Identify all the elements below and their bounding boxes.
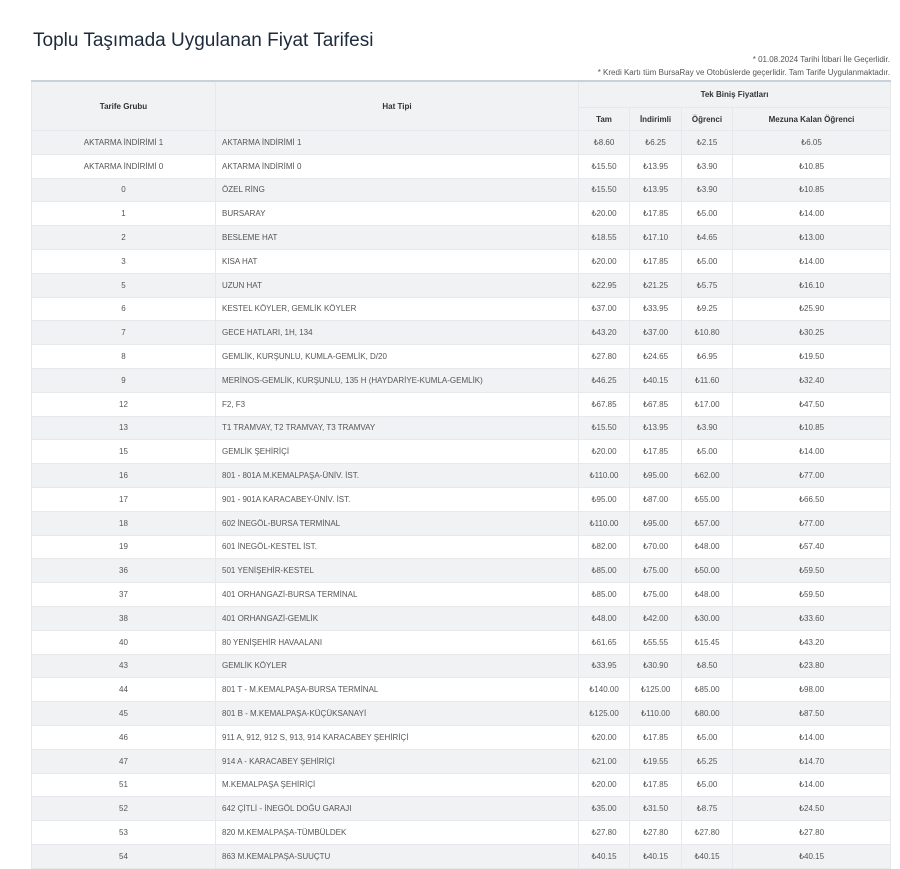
cell-tarife-grubu: 43: [32, 654, 216, 678]
cell-ogrenci: ₺40.15: [682, 844, 733, 868]
cell-tarife-grubu: 12: [32, 392, 216, 416]
table-row: [32, 392, 891, 416]
table-row: [32, 725, 891, 749]
cell-hat-tipi: 80 YENİŞEHİR HAVAALANI: [216, 630, 579, 654]
cell-tam: ₺110.00: [579, 511, 630, 535]
cell-ogrenci: ₺6.95: [682, 345, 733, 369]
header-tek-binis: Tek Biniş Fiyatları: [579, 81, 891, 108]
tariff-table: [31, 80, 891, 869]
cell-mezuna-kalan: ₺33.60: [733, 606, 891, 630]
cell-tarife-grubu: 54: [32, 844, 216, 868]
cell-indirimli: ₺13.95: [630, 416, 682, 440]
table-row: [32, 154, 891, 178]
cell-mezuna-kalan: ₺43.20: [733, 630, 891, 654]
table-row: [32, 559, 891, 583]
header-indirimli: İndirimli: [630, 108, 682, 131]
table-row: [32, 678, 891, 702]
cell-hat-tipi: UZUN HAT: [216, 273, 579, 297]
cell-hat-tipi: MERİNOS-GEMLİK, KURŞUNLU, 135 H (HAYDARİYE-KUMLA-GEMLİK): [216, 368, 579, 392]
cell-hat-tipi: BESLEME HAT: [216, 226, 579, 250]
cell-indirimli: ₺24.65: [630, 345, 682, 369]
cell-tarife-grubu: 18: [32, 511, 216, 535]
cell-mezuna-kalan: ₺30.25: [733, 321, 891, 345]
cell-ogrenci: ₺48.00: [682, 535, 733, 559]
cell-hat-tipi: GECE HATLARI, 1H, 134: [216, 321, 579, 345]
cell-hat-tipi: 911 A, 912, 912 S, 913, 914 KARACABEY ŞEHİRİÇİ: [216, 725, 579, 749]
cell-indirimli: ₺19.55: [630, 749, 682, 773]
cell-ogrenci: ₺3.90: [682, 416, 733, 440]
cell-tam: ₺27.80: [579, 345, 630, 369]
cell-tarife-grubu: 6: [32, 297, 216, 321]
header-tam: Tam: [579, 108, 630, 131]
cell-tarife-grubu: 53: [32, 821, 216, 845]
cell-tam: ₺22.95: [579, 273, 630, 297]
cell-tam: ₺61.65: [579, 630, 630, 654]
cell-hat-tipi: ÖZEL RİNG: [216, 178, 579, 202]
cell-ogrenci: ₺50.00: [682, 559, 733, 583]
cell-ogrenci: ₺5.00: [682, 202, 733, 226]
cell-tarife-grubu: 13: [32, 416, 216, 440]
cell-ogrenci: ₺3.90: [682, 178, 733, 202]
cell-indirimli: ₺95.00: [630, 511, 682, 535]
table-row: [32, 749, 891, 773]
table-row: [32, 535, 891, 559]
cell-tarife-grubu: 8: [32, 345, 216, 369]
cell-ogrenci: ₺3.90: [682, 154, 733, 178]
cell-hat-tipi: F2, F3: [216, 392, 579, 416]
cell-mezuna-kalan: ₺10.85: [733, 178, 891, 202]
cell-ogrenci: ₺5.00: [682, 440, 733, 464]
cell-hat-tipi: GEMLİK, KURŞUNLU, KUMLA-GEMLİK, D/20: [216, 345, 579, 369]
table-row: [32, 131, 891, 155]
cell-mezuna-kalan: ₺6.05: [733, 131, 891, 155]
cell-ogrenci: ₺30.00: [682, 606, 733, 630]
cell-ogrenci: ₺62.00: [682, 464, 733, 488]
cell-tarife-grubu: 45: [32, 702, 216, 726]
cell-ogrenci: ₺2.15: [682, 131, 733, 155]
cell-indirimli: ₺17.85: [630, 202, 682, 226]
cell-ogrenci: ₺85.00: [682, 678, 733, 702]
cell-tam: ₺18.55: [579, 226, 630, 250]
cell-hat-tipi: 401 ORHANGAZİ-GEMLİK: [216, 606, 579, 630]
cell-hat-tipi: T1 TRAMVAY, T2 TRAMVAY, T3 TRAMVAY: [216, 416, 579, 440]
table-row: [32, 702, 891, 726]
cell-hat-tipi: KISA HAT: [216, 249, 579, 273]
cell-indirimli: ₺110.00: [630, 702, 682, 726]
cell-hat-tipi: 401 ORHANGAZİ-BURSA TERMİNAL: [216, 583, 579, 607]
cell-indirimli: ₺30.90: [630, 654, 682, 678]
header-hat-tipi: Hat Tipi: [216, 81, 579, 131]
table-row: [32, 606, 891, 630]
header-mezuna-kalan: Mezuna Kalan Öğrenci: [733, 108, 891, 131]
cell-indirimli: ₺17.10: [630, 226, 682, 250]
cell-ogrenci: ₺5.00: [682, 773, 733, 797]
cell-hat-tipi: 642 ÇİTLİ - İNEGÖL DOĞU GARAJI: [216, 797, 579, 821]
cell-tam: ₺20.00: [579, 202, 630, 226]
cell-indirimli: ₺87.00: [630, 487, 682, 511]
cell-tarife-grubu: 9: [32, 368, 216, 392]
table-row: [32, 511, 891, 535]
cell-tam: ₺15.50: [579, 416, 630, 440]
cell-tarife-grubu: 0: [32, 178, 216, 202]
cell-tarife-grubu: 1: [32, 202, 216, 226]
cell-tam: ₺67.85: [579, 392, 630, 416]
cell-indirimli: ₺75.00: [630, 583, 682, 607]
cell-ogrenci: ₺4.65: [682, 226, 733, 250]
cell-tam: ₺40.15: [579, 844, 630, 868]
cell-tam: ₺82.00: [579, 535, 630, 559]
cell-mezuna-kalan: ₺25.90: [733, 297, 891, 321]
cell-hat-tipi: KESTEL KÖYLER, GEMLİK KÖYLER: [216, 297, 579, 321]
header-tarife-grubu: Tarife Grubu: [32, 81, 216, 131]
cell-ogrenci: ₺27.80: [682, 821, 733, 845]
cell-indirimli: ₺17.85: [630, 249, 682, 273]
cell-indirimli: ₺40.15: [630, 368, 682, 392]
cell-tarife-grubu: AKTARMA İNDİRİMİ 1: [32, 131, 216, 155]
credit-card-note: * Kredi Kartı tüm BursaRay ve Otobüslerde geçerlidir. Tam Tarife Uygulanmaktadır.: [597, 68, 890, 77]
cell-indirimli: ₺55.55: [630, 630, 682, 654]
table-row: [32, 630, 891, 654]
cell-mezuna-kalan: ₺40.15: [733, 844, 891, 868]
cell-indirimli: ₺17.85: [630, 440, 682, 464]
cell-mezuna-kalan: ₺10.85: [733, 154, 891, 178]
table-row: [32, 821, 891, 845]
cell-tarife-grubu: 44: [32, 678, 216, 702]
cell-ogrenci: ₺80.00: [682, 702, 733, 726]
cell-mezuna-kalan: ₺32.40: [733, 368, 891, 392]
cell-tam: ₺48.00: [579, 606, 630, 630]
cell-mezuna-kalan: ₺77.00: [733, 511, 891, 535]
cell-hat-tipi: GEMLİK ŞEHİRİÇİ: [216, 440, 579, 464]
cell-mezuna-kalan: ₺14.00: [733, 249, 891, 273]
cell-hat-tipi: M.KEMALPAŞA ŞEHİRİÇİ: [216, 773, 579, 797]
cell-tam: ₺27.80: [579, 821, 630, 845]
table-row: [32, 178, 891, 202]
cell-mezuna-kalan: ₺47.50: [733, 392, 891, 416]
cell-indirimli: ₺17.85: [630, 725, 682, 749]
table-row: [32, 416, 891, 440]
cell-tarife-grubu: 17: [32, 487, 216, 511]
cell-tarife-grubu: 3: [32, 249, 216, 273]
cell-hat-tipi: 901 - 901A KARACABEY-ÜNİV. İST.: [216, 487, 579, 511]
cell-tarife-grubu: 40: [32, 630, 216, 654]
cell-tam: ₺85.00: [579, 583, 630, 607]
cell-mezuna-kalan: ₺57.40: [733, 535, 891, 559]
cell-ogrenci: ₺5.75: [682, 273, 733, 297]
cell-ogrenci: ₺48.00: [682, 583, 733, 607]
table-row: [32, 368, 891, 392]
tariff-table-body: [32, 131, 891, 869]
cell-indirimli: ₺27.80: [630, 821, 682, 845]
table-row: [32, 273, 891, 297]
table-row: [32, 202, 891, 226]
cell-tarife-grubu: 7: [32, 321, 216, 345]
cell-mezuna-kalan: ₺77.00: [733, 464, 891, 488]
cell-ogrenci: ₺8.75: [682, 797, 733, 821]
cell-tarife-grubu: 36: [32, 559, 216, 583]
cell-hat-tipi: BURSARAY: [216, 202, 579, 226]
cell-mezuna-kalan: ₺14.00: [733, 773, 891, 797]
cell-hat-tipi: AKTARMA İNDİRİMİ 1: [216, 131, 579, 155]
cell-ogrenci: ₺15.45: [682, 630, 733, 654]
cell-indirimli: ₺75.00: [630, 559, 682, 583]
cell-mezuna-kalan: ₺14.00: [733, 440, 891, 464]
table-row: [32, 226, 891, 250]
table-row: [32, 440, 891, 464]
cell-tam: ₺46.25: [579, 368, 630, 392]
cell-hat-tipi: 914 A - KARACABEY ŞEHİRİÇİ: [216, 749, 579, 773]
cell-tarife-grubu: 52: [32, 797, 216, 821]
cell-ogrenci: ₺5.00: [682, 725, 733, 749]
cell-mezuna-kalan: ₺19.50: [733, 345, 891, 369]
cell-hat-tipi: AKTARMA İNDİRİMİ 0: [216, 154, 579, 178]
page-title: Toplu Taşımada Uygulanan Fiyat Tarifesi: [33, 30, 374, 51]
cell-indirimli: ₺17.85: [630, 773, 682, 797]
cell-mezuna-kalan: ₺14.00: [733, 202, 891, 226]
table-row: [32, 297, 891, 321]
cell-indirimli: ₺42.00: [630, 606, 682, 630]
cell-indirimli: ₺95.00: [630, 464, 682, 488]
header-ogrenci: Öğrenci: [682, 108, 733, 131]
cell-tam: ₺20.00: [579, 440, 630, 464]
table-row: [32, 773, 891, 797]
cell-tarife-grubu: 19: [32, 535, 216, 559]
cell-tarife-grubu: 15: [32, 440, 216, 464]
table-row: [32, 464, 891, 488]
cell-tarife-grubu: 37: [32, 583, 216, 607]
cell-ogrenci: ₺17.00: [682, 392, 733, 416]
cell-hat-tipi: 863 M.KEMALPAŞA-SUUÇTU: [216, 844, 579, 868]
cell-indirimli: ₺67.85: [630, 392, 682, 416]
cell-tam: ₺37.00: [579, 297, 630, 321]
cell-tarife-grubu: 46: [32, 725, 216, 749]
cell-tam: ₺35.00: [579, 797, 630, 821]
cell-mezuna-kalan: ₺14.00: [733, 725, 891, 749]
cell-tam: ₺8.60: [579, 131, 630, 155]
cell-hat-tipi: 501 YENİŞEHİR-KESTEL: [216, 559, 579, 583]
cell-mezuna-kalan: ₺59.50: [733, 583, 891, 607]
table-row: [32, 249, 891, 273]
cell-tam: ₺33.95: [579, 654, 630, 678]
cell-mezuna-kalan: ₺23.80: [733, 654, 891, 678]
cell-ogrenci: ₺5.25: [682, 749, 733, 773]
cell-mezuna-kalan: ₺59.50: [733, 559, 891, 583]
cell-tarife-grubu: 16: [32, 464, 216, 488]
cell-mezuna-kalan: ₺10.85: [733, 416, 891, 440]
cell-ogrenci: ₺8.50: [682, 654, 733, 678]
cell-hat-tipi: 602 İNEGÖL-BURSA TERMİNAL: [216, 511, 579, 535]
cell-tam: ₺43.20: [579, 321, 630, 345]
cell-indirimli: ₺125.00: [630, 678, 682, 702]
cell-tam: ₺140.00: [579, 678, 630, 702]
cell-hat-tipi: 820 M.KEMALPAŞA-TÜMBÜLDEK: [216, 821, 579, 845]
tariff-table-container: [31, 80, 890, 869]
cell-ogrenci: ₺9.25: [682, 297, 733, 321]
cell-tam: ₺20.00: [579, 773, 630, 797]
cell-tam: ₺21.00: [579, 749, 630, 773]
cell-tarife-grubu: AKTARMA İNDİRİMİ 0: [32, 154, 216, 178]
table-row: [32, 797, 891, 821]
table-row: [32, 487, 891, 511]
cell-tarife-grubu: 2: [32, 226, 216, 250]
cell-indirimli: ₺31.50: [630, 797, 682, 821]
cell-hat-tipi: 801 - 801A M.KEMALPAŞA-ÜNİV. İST.: [216, 464, 579, 488]
cell-mezuna-kalan: ₺24.50: [733, 797, 891, 821]
cell-indirimli: ₺6.25: [630, 131, 682, 155]
table-row: [32, 654, 891, 678]
cell-ogrenci: ₺57.00: [682, 511, 733, 535]
cell-mezuna-kalan: ₺87.50: [733, 702, 891, 726]
cell-mezuna-kalan: ₺13.00: [733, 226, 891, 250]
cell-tam: ₺20.00: [579, 725, 630, 749]
cell-ogrenci: ₺11.60: [682, 368, 733, 392]
cell-ogrenci: ₺55.00: [682, 487, 733, 511]
cell-ogrenci: ₺5.00: [682, 249, 733, 273]
cell-tam: ₺20.00: [579, 249, 630, 273]
cell-tam: ₺110.00: [579, 464, 630, 488]
cell-tam: ₺15.50: [579, 154, 630, 178]
cell-tarife-grubu: 51: [32, 773, 216, 797]
cell-indirimli: ₺33.95: [630, 297, 682, 321]
cell-mezuna-kalan: ₺98.00: [733, 678, 891, 702]
cell-indirimli: ₺70.00: [630, 535, 682, 559]
cell-indirimli: ₺37.00: [630, 321, 682, 345]
table-row: [32, 321, 891, 345]
cell-mezuna-kalan: ₺27.80: [733, 821, 891, 845]
validity-note: * 01.08.2024 Tarihi İtibari İle Geçerlidir.: [752, 55, 890, 64]
cell-indirimli: ₺21.25: [630, 273, 682, 297]
cell-hat-tipi: GEMLİK KÖYLER: [216, 654, 579, 678]
cell-tam: ₺95.00: [579, 487, 630, 511]
table-row: [32, 844, 891, 868]
cell-hat-tipi: 801 T - M.KEMALPAŞA-BURSA TERMİNAL: [216, 678, 579, 702]
table-row: [32, 583, 891, 607]
cell-ogrenci: ₺10.80: [682, 321, 733, 345]
cell-tam: ₺125.00: [579, 702, 630, 726]
cell-indirimli: ₺13.95: [630, 178, 682, 202]
cell-mezuna-kalan: ₺66.50: [733, 487, 891, 511]
cell-tarife-grubu: 38: [32, 606, 216, 630]
cell-indirimli: ₺13.95: [630, 154, 682, 178]
cell-tam: ₺85.00: [579, 559, 630, 583]
cell-tarife-grubu: 47: [32, 749, 216, 773]
cell-mezuna-kalan: ₺14.70: [733, 749, 891, 773]
cell-indirimli: ₺40.15: [630, 844, 682, 868]
cell-tarife-grubu: 5: [32, 273, 216, 297]
cell-hat-tipi: 601 İNEGÖL-KESTEL İST.: [216, 535, 579, 559]
table-row: [32, 345, 891, 369]
cell-mezuna-kalan: ₺16.10: [733, 273, 891, 297]
cell-hat-tipi: 801 B - M.KEMALPAŞA-KÜÇÜKSANAYİ: [216, 702, 579, 726]
cell-tam: ₺15.50: [579, 178, 630, 202]
